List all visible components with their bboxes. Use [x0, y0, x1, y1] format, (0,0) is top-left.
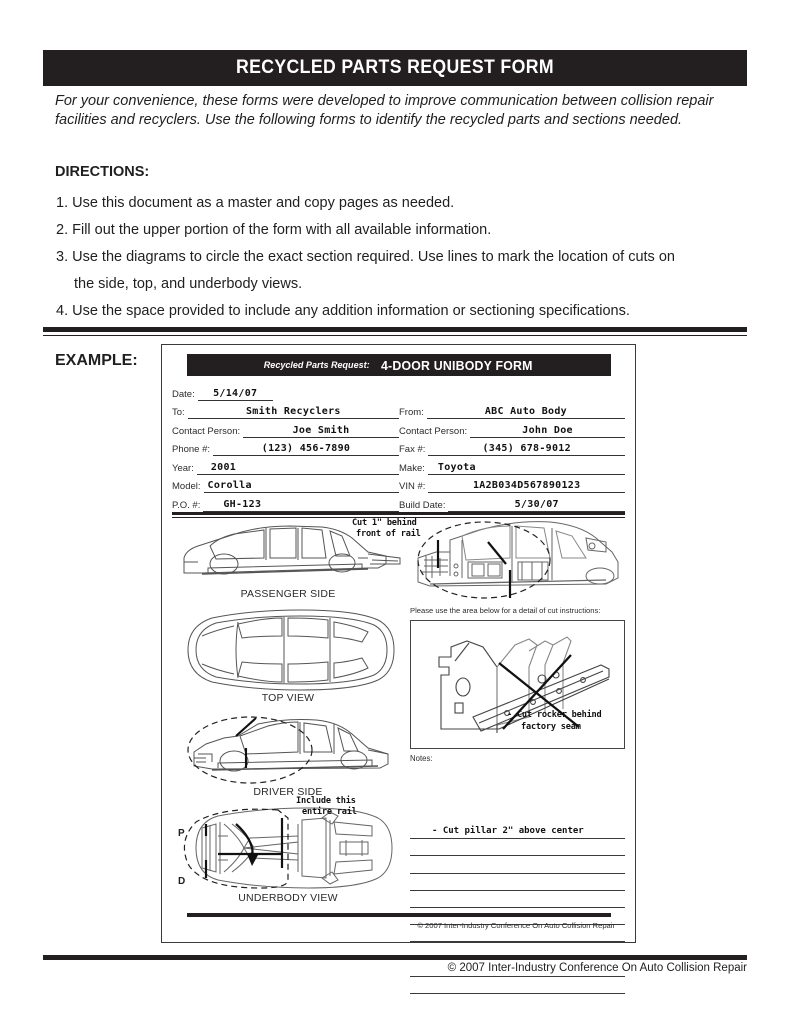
notes-line-2[interactable]	[410, 839, 625, 856]
field-build-date-value: 5/30/07	[514, 498, 559, 510]
form-footer-rule	[187, 913, 611, 917]
field-to-label: To:	[172, 407, 185, 418]
underbody-marker-p: P	[178, 828, 185, 839]
annotation-cut-rocker-line1: - Cut rocker behind	[507, 710, 602, 720]
notes-line-5[interactable]	[410, 891, 625, 908]
field-contact-from-label: Contact Person:	[399, 425, 468, 437]
form-divider-thick	[172, 512, 625, 515]
footer-rule	[43, 955, 747, 960]
example-form	[161, 344, 636, 943]
field-phone[interactable]	[172, 438, 399, 457]
form-diagrams	[172, 518, 625, 918]
annotation-include-rail	[296, 796, 357, 818]
underbody-view-label: UNDERBODY VIEW	[238, 892, 338, 904]
field-fax-value: (345) 678-9012	[482, 443, 571, 454]
field-po-value: GH-123	[223, 498, 262, 510]
form-copyright: © 2007 Inter-Industry Conference On Auto Collision Repair	[417, 921, 615, 930]
field-model[interactable]	[172, 475, 399, 494]
field-model-label: Model:	[172, 481, 201, 492]
field-row-contacts	[172, 419, 625, 438]
notes-line-1[interactable]	[410, 822, 625, 839]
field-vin-label: VIN #:	[399, 481, 426, 492]
driver-side-label: DRIVER SIDE	[253, 786, 323, 798]
form-header-title: 4-DOOR UNIBODY FORM	[381, 357, 534, 373]
annotation-cut-rail-line1: Cut 1" behind	[352, 518, 417, 528]
field-date-label: Date:	[172, 388, 195, 400]
example-label: EXAMPLE:	[55, 352, 138, 369]
direction-item-4: 4. Use the space provided to include any addition information or sectioning specifications.	[56, 303, 630, 319]
cut-detail-box[interactable]	[410, 620, 625, 749]
field-year-value: 2001	[210, 461, 237, 473]
field-year[interactable]	[172, 456, 399, 475]
field-build-date[interactable]	[399, 493, 625, 512]
field-contact-person-from[interactable]	[399, 419, 625, 438]
field-row-to-from	[172, 401, 625, 420]
directions-heading: DIRECTIONS:	[55, 164, 150, 180]
annotation-include-rail-line2: entire rail	[302, 807, 357, 817]
field-row-year-make	[172, 456, 625, 475]
notes-header: Notes:	[410, 754, 433, 763]
annotation-cut-rocker-line2: factory seam	[521, 722, 581, 732]
field-phone-label: Phone #:	[172, 444, 211, 455]
field-to[interactable]	[172, 401, 399, 420]
field-from-label: From:	[399, 407, 424, 418]
direction-item-3-continued: the side, top, and underbody views.	[74, 276, 303, 292]
annotation-include-rail-line1: Include this	[296, 796, 356, 806]
passenger-side-label: PASSENGER SIDE	[240, 588, 336, 600]
field-from[interactable]	[399, 401, 625, 420]
field-row-date	[172, 382, 625, 401]
underbody-marker-d: D	[178, 876, 186, 887]
diagram-unibody-cutaway	[410, 518, 625, 604]
field-contact-person-to[interactable]	[172, 419, 399, 438]
field-vin[interactable]	[399, 475, 625, 494]
field-po[interactable]	[172, 493, 399, 512]
annotation-cut-rail-line2: front of rail	[356, 529, 421, 539]
divider-thick-top	[43, 327, 747, 332]
field-model-value: Corolla	[207, 480, 252, 491]
direction-item-1: 1. Use this document as a master and copy pages as needed.	[56, 195, 455, 211]
notes-line-3[interactable]	[410, 856, 625, 873]
notes-line-10[interactable]	[410, 977, 625, 994]
cut-detail-section	[410, 604, 625, 763]
field-make-value: Toyota	[437, 461, 476, 473]
form-header-bar	[187, 354, 611, 376]
field-date-value: 5/14/07	[213, 387, 258, 399]
field-row-model-vin	[172, 475, 625, 494]
direction-item-2: 2. Fill out the upper portion of the form with all available information.	[56, 222, 492, 238]
diagram-column-right	[352, 518, 625, 837]
footer-copyright: © 2007 Inter-Industry Conference On Auto Collision Repair	[447, 962, 747, 974]
field-year-label: Year:	[172, 462, 194, 474]
cut-detail-header: Please use the area below for a detail of cut instructions:	[410, 606, 601, 615]
field-from-value: ABC Auto Body	[484, 406, 567, 417]
form-header-kicker: Recycled Parts Request:	[263, 359, 370, 371]
diagram-top-view	[172, 606, 404, 714]
page-title: RECYCLED PARTS REQUEST FORM	[235, 57, 554, 78]
direction-item-3: 3. Use the diagrams to circle the exact section required. Use lines to mark the location of cuts on	[56, 249, 675, 265]
field-make[interactable]	[399, 456, 625, 475]
diagram-column-left	[172, 518, 404, 908]
field-phone-value: (123) 456-7890	[261, 443, 351, 454]
divider-thin-top	[43, 335, 747, 336]
notes-line-4[interactable]	[410, 874, 625, 891]
diagram-underbody-view	[172, 796, 404, 908]
field-contact-to-label: Contact Person:	[172, 425, 241, 437]
field-date[interactable]	[172, 382, 399, 401]
notes-line-1-value: - Cut pillar 2" above center	[432, 826, 584, 837]
field-po-label: P.O. #:	[172, 499, 201, 511]
diagram-driver-side	[172, 714, 404, 802]
directions-list	[56, 190, 746, 325]
field-build-date-label: Build Date:	[399, 499, 446, 511]
annotation-cut-rocker	[507, 709, 602, 733]
field-fax-label: Fax #:	[399, 444, 426, 455]
field-row-phone-fax	[172, 438, 625, 457]
field-vin-value: 1A2B034D567890123	[472, 480, 581, 491]
form-fields	[172, 382, 625, 512]
top-view-label: TOP VIEW	[261, 692, 315, 704]
field-row-po-builddate	[172, 493, 625, 512]
document-title-bar	[43, 50, 747, 86]
field-make-label: Make:	[399, 462, 425, 474]
intro-paragraph: For your convenience, these forms were developed to improve communication between collision repair facilities and recyclers. Use the following forms to identify the recycled parts and sections needed.	[55, 93, 714, 128]
field-to-value: Smith Recyclers	[245, 406, 341, 417]
field-contact-to-value: Joe Smith	[292, 424, 350, 436]
field-contact-from-value: John Doe	[522, 424, 573, 436]
field-fax[interactable]	[399, 438, 625, 457]
